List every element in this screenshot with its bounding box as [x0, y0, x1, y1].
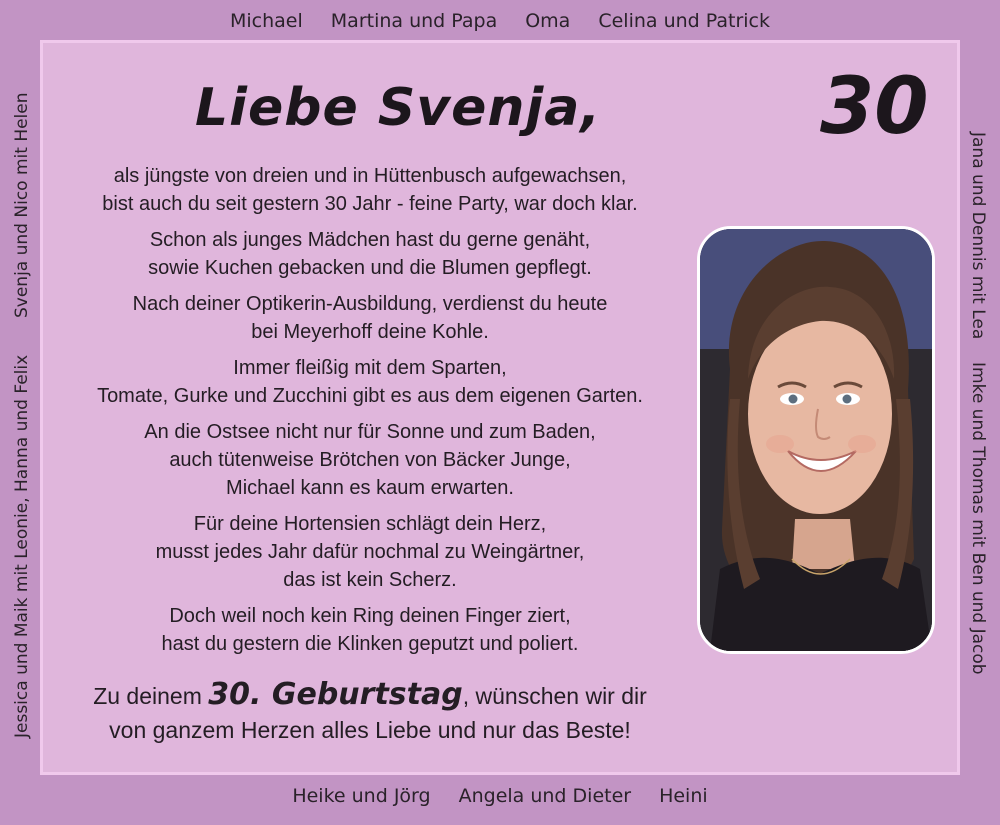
- poem-line: Immer fleißig mit dem Sparten,: [233, 357, 507, 379]
- stanza: [60, 510, 680, 594]
- left-name: Jessica und Maik mit Leonie, Hanna und Felix: [12, 354, 32, 738]
- closing-highlight: 30. Geburtstag: [208, 677, 463, 712]
- poem-line: Für deine Hortensien schlägt dein Herz,: [193, 513, 547, 535]
- poem-line: bei Meyerhoff deine Kohle.: [251, 321, 489, 343]
- closing-wish: [60, 678, 680, 747]
- bottom-name: Heini: [659, 785, 708, 807]
- poem-line: sowie Kuchen gebacken und die Blumen gepflegt.: [148, 257, 592, 279]
- right-name: Jana und Dennis mit Lea: [968, 132, 988, 340]
- poem-line: Schon als junges Mädchen hast du gerne genäht,: [149, 229, 591, 251]
- poem-line: Doch weil noch kein Ring deinen Finger ziert,: [169, 605, 571, 627]
- right-name: Imke und Thomas mit Ben und Jacob: [968, 362, 988, 675]
- stanza: [60, 290, 680, 346]
- left-names: [10, 0, 35, 825]
- bottom-name: Heike und Jörg: [292, 785, 431, 807]
- bottom-names: [0, 785, 1000, 807]
- top-names: [0, 10, 1000, 32]
- poem-line: An die Ostsee nicht nur für Sonne und zum Baden,: [144, 421, 596, 443]
- top-name: Michael: [230, 10, 303, 32]
- top-name: Celina und Patrick: [598, 10, 770, 32]
- closing-line-2: von ganzem Herzen alles Liebe und nur das Beste!: [109, 717, 631, 743]
- top-name: Oma: [525, 10, 571, 32]
- poem-line: Nach deiner Optikerin-Ausbildung, verdienst du heute: [132, 293, 608, 315]
- portrait-illustration: [700, 229, 932, 651]
- stanza: [60, 602, 680, 658]
- top-name: Martina und Papa: [330, 10, 498, 32]
- poem-line: als jüngste von dreien und in Hüttenbusch aufgewachsen,: [113, 165, 627, 187]
- left-name: Svenja und Nico mit Helen: [12, 92, 32, 318]
- stanza: [60, 354, 680, 410]
- closing-line: [60, 678, 680, 713]
- age-number: 30: [820, 62, 929, 152]
- stanza: [60, 418, 680, 502]
- poem: [60, 162, 680, 666]
- bottom-name: Angela und Dieter: [458, 785, 632, 807]
- poem-line: musst jedes Jahr dafür nochmal zu Weingärtner,: [155, 541, 585, 563]
- heading: Liebe Svenja,: [195, 78, 602, 138]
- closing-pre: Zu deinem: [93, 683, 209, 709]
- poem-line: das ist kein Scherz.: [283, 569, 457, 591]
- poem-line: bist auch du seit gestern 30 Jahr - feine Party, war doch klar.: [102, 193, 638, 215]
- poem-line: hast du gestern die Klinken geputzt und poliert.: [161, 633, 579, 655]
- closing-post: , wünschen wir dir: [462, 683, 647, 709]
- stanza: [60, 226, 680, 282]
- poem-line: Michael kann es kaum erwarten.: [226, 477, 514, 499]
- portrait-photo: [697, 226, 935, 654]
- poem-line: auch tütenweise Brötchen von Bäcker Junge,: [169, 449, 571, 471]
- stanza: [60, 162, 680, 218]
- poem-line: Tomate, Gurke und Zucchini gibt es aus dem eigenen Garten.: [97, 385, 643, 407]
